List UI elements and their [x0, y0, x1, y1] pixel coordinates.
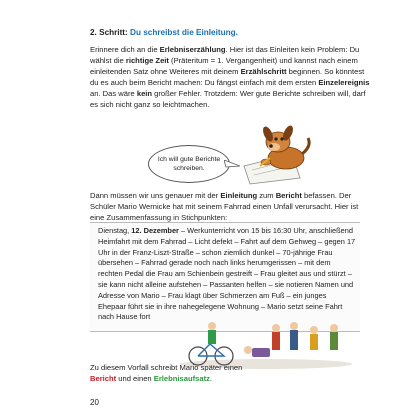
step-heading-title: Du schreibst die Einleitung. [130, 28, 238, 37]
bold-term: Bericht [275, 191, 302, 200]
step-heading [90, 28, 238, 37]
bold-term: kein [136, 89, 153, 98]
speech-bubble-text: Ich will gute Berichte schreiben. [157, 156, 221, 172]
text-run: Zu diesem Vorfall schreibt Mario später einen [90, 363, 243, 372]
bold-story: Erlebnisaufsatz [153, 374, 210, 383]
text-run: . [209, 374, 213, 383]
fallen-woman [244, 346, 270, 357]
text-run: zum [257, 191, 276, 200]
text-run: (Präteritum = 1. Vergangenheit) und kannst nach einem einleitenden Satz ohne Weiteres mit deinem [90, 56, 358, 76]
bold-term: Erzählschritt [240, 67, 287, 76]
text-run: und einen [116, 374, 154, 383]
passerby-2 [290, 322, 298, 350]
text-run: . Hier ist das Einleiten kein Problem: Du wählst die [90, 45, 360, 65]
passerby-4 [330, 324, 338, 350]
bold-term: Erlebniserzählung [159, 45, 226, 54]
text-run: an. Das wäre [90, 89, 137, 98]
text-run: – Werkunterricht von 15 bis 16:30 Uhr, anschließend Heimfahrt mit dem Fahrrad – Licht defekt – Fahrt auf dem Gehweg – gegen 17 Uhr in der Franz-Liszt-Straße – schon ziemlich dunkel – 70-jährige Frau übersehen – Fahrrad gerade noch nach links herumgerissen – mit dem rechten Pedal die Frau am Schienbein gestreift – Frau gleitet aus und stürzt – sie kann nicht alleine aufstehen – Passanten helfen – sie notieren Namen und Adresse von Mario – Frau klagt über Schmerzen am Fuß – ein junges Ehepaar führt sie in ihre nahegelegene Wohnung – Mario setzt seine Fahrt nach Hause fort [98, 226, 356, 322]
text-run: Dann müssen wir uns genauer mit der [90, 191, 221, 200]
bold-report: Bericht [90, 374, 117, 383]
speech-bubble [148, 145, 230, 183]
text-run: beginnen. So könntest du es auch beim Bericht machen: Du fängst einfach mit dem ersten [90, 67, 365, 87]
passerby-3 [310, 326, 318, 350]
bold-term: Einzelereignis [318, 78, 370, 87]
intro-paragraph [90, 44, 372, 110]
closing-paragraph [90, 362, 260, 384]
second-paragraph [90, 190, 372, 223]
summary-text [98, 226, 356, 323]
passerby-1 [272, 324, 280, 350]
bold-term: richtige Zeit [125, 56, 169, 65]
text-run: Erinnere dich an die [90, 45, 160, 54]
bold-term: Einleitung [220, 191, 258, 200]
text-run: Dienstag, [98, 226, 132, 235]
text-run: großer Fehler. Trotzdem: Wer gute Berichte schreiben will, darf es sich nicht ganz so leichtmachen. [90, 89, 366, 109]
step-heading-prefix: 2. Schritt: [90, 28, 128, 37]
text-run: befassen. Der Schüler Mario Wernicke hat mit seinem Fahrrad einen Unfall verursacht. Hier ist eine Zusammenfassung in Stichpunkten: [90, 191, 359, 222]
page-number: 20 [90, 398, 99, 407]
boy-figure [208, 322, 216, 344]
bold-date: 12. Dezember [131, 226, 179, 235]
dog-illustration [236, 120, 316, 186]
